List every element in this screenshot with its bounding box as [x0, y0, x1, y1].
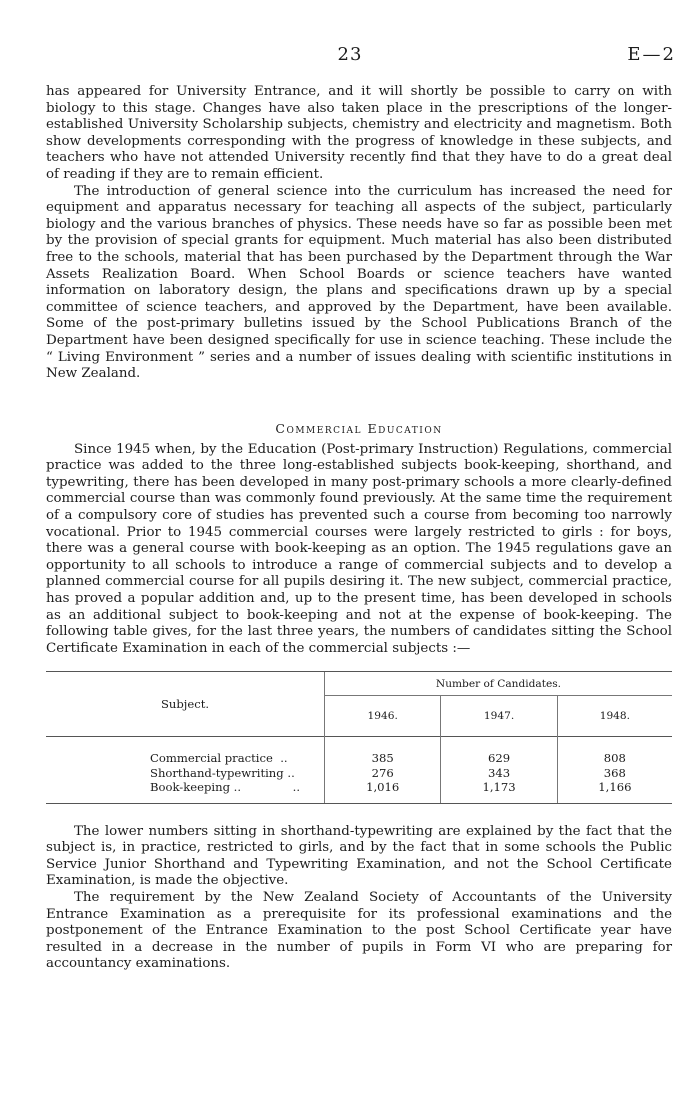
paragraph-general-science: The introduction of general science into the curriculum has increased the need for equipment and apparatus necessary for teaching all aspects of the subject, particularly biology and the various branches of physics. These needs have so far as possible been met by the provision of special grants for equipment. Much material has also been distributed free to the schools, material that has been purchased by the Department through the War Assets Realization Board. When School Boards or science teachers have wanted information on laboratory design, the plans and specifications drawn up by a special committee of science teachers, and approved by the Department, have been available. Some of the post-primary bulletins issued by the School Publications Branch of the Department have been designed specifically for use in science teaching. These include the “ Living Environment ” series and a number of issues dealing with scientific institutions in New Zealand. [46, 183, 672, 382]
table-cell-subject: Book-keeping .. [150, 780, 242, 795]
table-row [46, 766, 672, 780]
table-header-year: 1948. [557, 695, 672, 737]
section-heading-commercial-education: Commercial Education [275, 420, 443, 436]
table-cell-value: 808 [603, 751, 626, 766]
table-cell-value: 385 [371, 751, 394, 766]
page-reference: E—2 [627, 44, 676, 65]
paragraph-accountancy: The requirement by the New Zealand Society of Accountants of the University Entrance Examination as a prerequisite for its professional examinations and the postponement of the Entrance Examination to the post School Certificate year have resulted in a decrease in the number of pupils in Form VI who are preparing for accountancy examinations. [46, 890, 672, 972]
table-cell-leader: .. [292, 780, 301, 795]
paragraph-shorthand-typewriting: The lower numbers sitting in shorthand-typewriting are explained by the fact that the subject is, in practice, restricted to girls, and by the fact that in some schools the Public Service Junior Shorthand and Typewriting Examination, and not the School Certificate Examination, is made the objective. [46, 823, 672, 889]
table-row [46, 780, 672, 802]
page-body [46, 84, 672, 973]
table-cell-subject: Shorthand-typewriting [150, 765, 284, 780]
table-cell-value: 343 [441, 766, 557, 780]
table-cell-value: 1,166 [598, 780, 632, 795]
table-cell-value: 1,173 [441, 780, 557, 802]
page-number: 23 [337, 44, 363, 65]
table-cell-subject: Commercial practice [150, 751, 273, 766]
paragraph-commercial-education: Since 1945 when, by the Education (Post-primary Instruction) Regulations, commercial practice was added to the three long-established subjects book-keeping, shorthand, and typewriting, there has been developed in many post-primary schools a more clearly-defined commercial course than was commonly found previously. At the same time the requirement of a compulsory core of studies has prevented such a course from becoming too narrowly vocational. Prior to 1945 commercial courses were largely restricted to girls : for boys, there was a general course with book-keeping as an option. The 1945 regulations gave an opportunity to all schools to introduce a range of commercial subjects and to develop a planned commercial course for all pupils desiring it. The new subject, commercial practice, has proved a popular addition and, up to the present time, has been developed in schools as an additional subject to book-keeping and not at the expense of book-keeping. The following table gives, for the last three years, the numbers of candidates sitting the School Certificate Examination in each of the commercial subjects :— [46, 441, 672, 656]
table-header-number-of-candidates: Number of Candidates. [325, 672, 673, 695]
table-header-year: 1947. [441, 695, 557, 737]
table-cell-value: 276 [371, 765, 394, 780]
table-header-subject: Subject. [46, 672, 325, 737]
table-cell-value: 629 [441, 751, 557, 765]
table-row [46, 751, 672, 765]
table-header-year: 1946. [367, 710, 398, 723]
paragraph-science-continued: has appeared for University Entrance, and it will shortly be possible to carry on with biology to this stage. Changes have also taken place in the prescriptions of the longer-established University Scholarship subjects, chemistry and electricity and magnetism. Both show developments corresponding with the progress of knowledge in these subjects, and teachers who have not attended University recently find that they have to do a great deal of reading if they are to remain efficient. [46, 84, 672, 182]
table-cell-value: 1,016 [366, 780, 400, 795]
table-cell-value: 368 [603, 765, 626, 780]
candidates-table [46, 671, 672, 803]
table-cell-leader: .. [280, 751, 288, 766]
table-cell-leader: .. [287, 765, 295, 780]
